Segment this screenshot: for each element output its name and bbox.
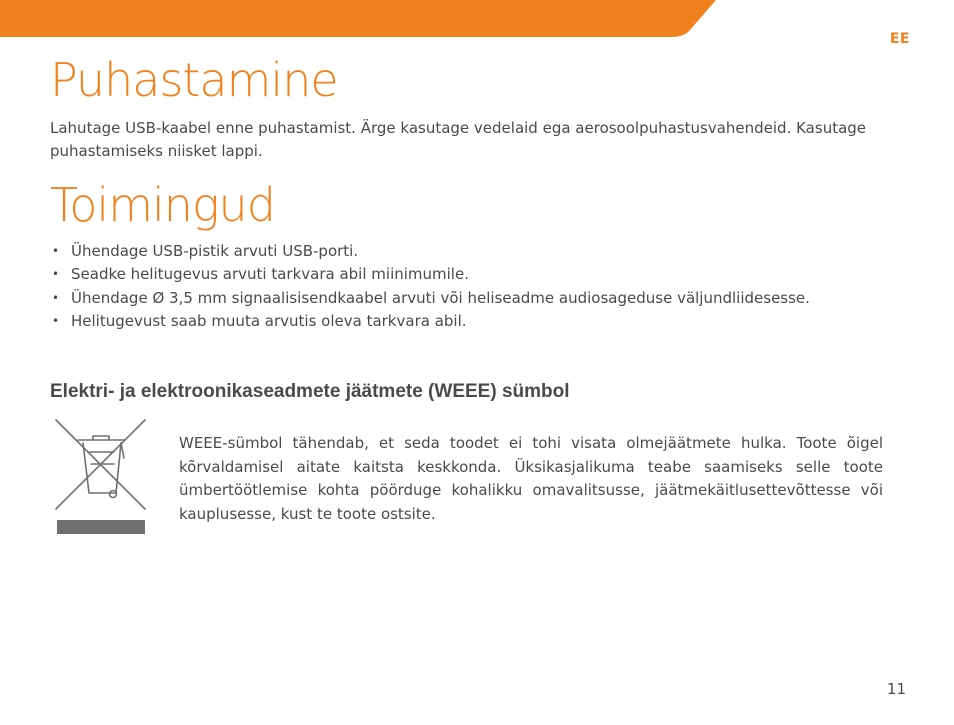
list-item: • Helitugevust saab muuta arvutis oleva tarkvara abil. — [50, 310, 900, 333]
list-item: • Ühendage USB-pistik arvuti USB-porti. — [50, 240, 900, 263]
cleaning-text: Lahutage USB-kaabel enne puhastamist. Ärge kasutage vedelaid ega aerosoolpuhastusvahendeid. Kasutage puhastamiseks niisket lappi. — [50, 119, 867, 160]
operations-title: Toimingud — [50, 178, 275, 232]
weee-text: WEEE-sümbol tähendab, et seda toodet ei tohi visata olmejäätmete hulka. Toote õigel kõrvaldamisel aitate kaitsta keskkonda. Üksikasjalikuma teabe saamiseks selle toote ümbertöötlemise kohta pöörduge kohalikku omavalitsusse, jäätmekäitlusettevõttesse või kauplusesse, kust te toote ostsite. — [179, 434, 883, 523]
operations-list — [50, 240, 900, 333]
page-number: 11 — [886, 680, 906, 698]
top-orange-banner — [0, 0, 716, 37]
language-code: EE — [889, 31, 910, 47]
weee-title: Elektri- ja elektroonikaseadmete jäätmete (WEEE) sümbol — [50, 381, 570, 402]
list-item: • Seadke helitugevus arvuti tarkvara abil miinimumile. — [50, 263, 900, 286]
cleaning-title: Puhastamine — [50, 53, 338, 107]
crossed-out-wheelie-bin-icon — [54, 418, 148, 538]
list-item: • Ühendage Ø 3,5 mm signaalisisendkaabel arvuti või heliseadme audiosageduse väljundliidesesse. — [50, 287, 900, 310]
